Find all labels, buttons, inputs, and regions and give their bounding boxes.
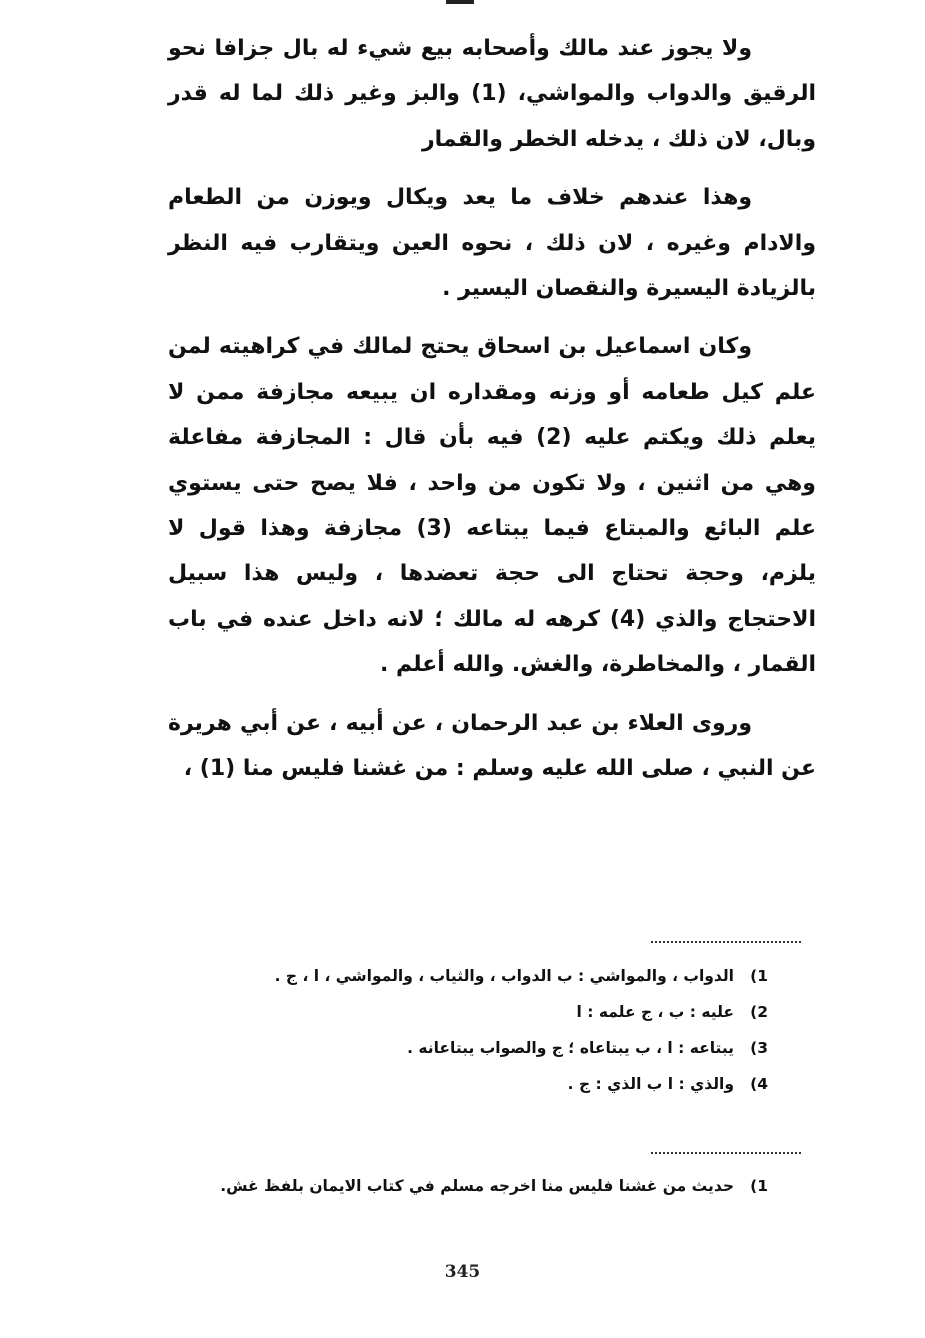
footnote-text: عليه : ب ، ج علمه : ا — [576, 1003, 734, 1021]
top-edge-mark — [446, 0, 474, 4]
paragraph-2: وهذا عندهم خلاف ما يعد ويكال ويوزن من الطعام والادام وغيره ، لان ذلك ، نحوه العين ويتقارب فيه النظر بالزيادة اليسيرة والنقصان اليسير . — [168, 185, 816, 302]
footnote-number: 2) — [750, 1003, 768, 1021]
variant-footnotes — [140, 958, 768, 1102]
paragraph-1: ولا يجوز عند مالك وأصحابه بيع شيء له بال جزافا نحو الرقيق والدواب والمواشي، (1) والبز وغير ذلك لما له قدر وبال، لان ذلك ، يدخله الخطر والقمار — [168, 36, 816, 152]
footnote-item — [140, 994, 768, 1030]
main-text — [168, 26, 816, 805]
paragraph-3: وكان اسماعيل بن اسحاق يحتج لمالك في كراهيته لمن علم كيل طعامه أو وزنه ومقداره ان يبيعه مجازفة ممن لا يعلم ذلك ويكتم عليه (2) فيه بأن قال : المجازفة مفاعلة وهي من اثنين ، ولا تكون من واحد ، فلا يصح حتى يستوي علم البائع والمبتاع فيما يبتاعه (3) مجازفة وهذا قول لا يلزم، وحجة تحتاج الى حجة تعضدها ، وليس هذا سبيل الاحتجاج والذي (4) كرهه له مالك ؛ لانه داخل عنده في باب القمار ، والمخاطرة، والغش. والله أعلم . — [168, 334, 817, 678]
paragraph-4: وروى العلاء بن عبد الرحمان ، عن أبيه ، عن أبي هريرة عن النبي ، صلى الله عليه وسلم : من غشنا فليس منا (1) ، — [168, 710, 816, 782]
footnote-text: حديث من غشنا فليس منا اخرجه مسلم في كتاب الايمان بلفظ غش. — [220, 1177, 734, 1195]
footnote-number: 4) — [750, 1075, 768, 1093]
footnote-text: الدواب ، والمواشي : ب الدواب ، والثياب ، والمواشي ، ا ، ج . — [274, 967, 734, 985]
footnote-separator — [651, 941, 801, 943]
page-number: 345 — [444, 1262, 481, 1282]
footnote-text: يبتاعه : ا ، ب يبتاعاه ؛ ج والصواب يبتاعانه . — [407, 1039, 734, 1057]
footnote-separator — [651, 1152, 801, 1154]
footnote-item — [140, 1066, 768, 1102]
hadith-footnotes — [140, 1168, 768, 1204]
footnote-number: 1) — [750, 967, 768, 985]
footnote-item — [140, 1168, 768, 1204]
footnote-text: والذي : ا ب الذي : ج . — [567, 1075, 734, 1093]
footnote-number: 1) — [750, 1177, 768, 1195]
footnote-item — [140, 1030, 768, 1066]
footnote-number: 3) — [750, 1039, 768, 1057]
footnote-item — [140, 958, 768, 994]
